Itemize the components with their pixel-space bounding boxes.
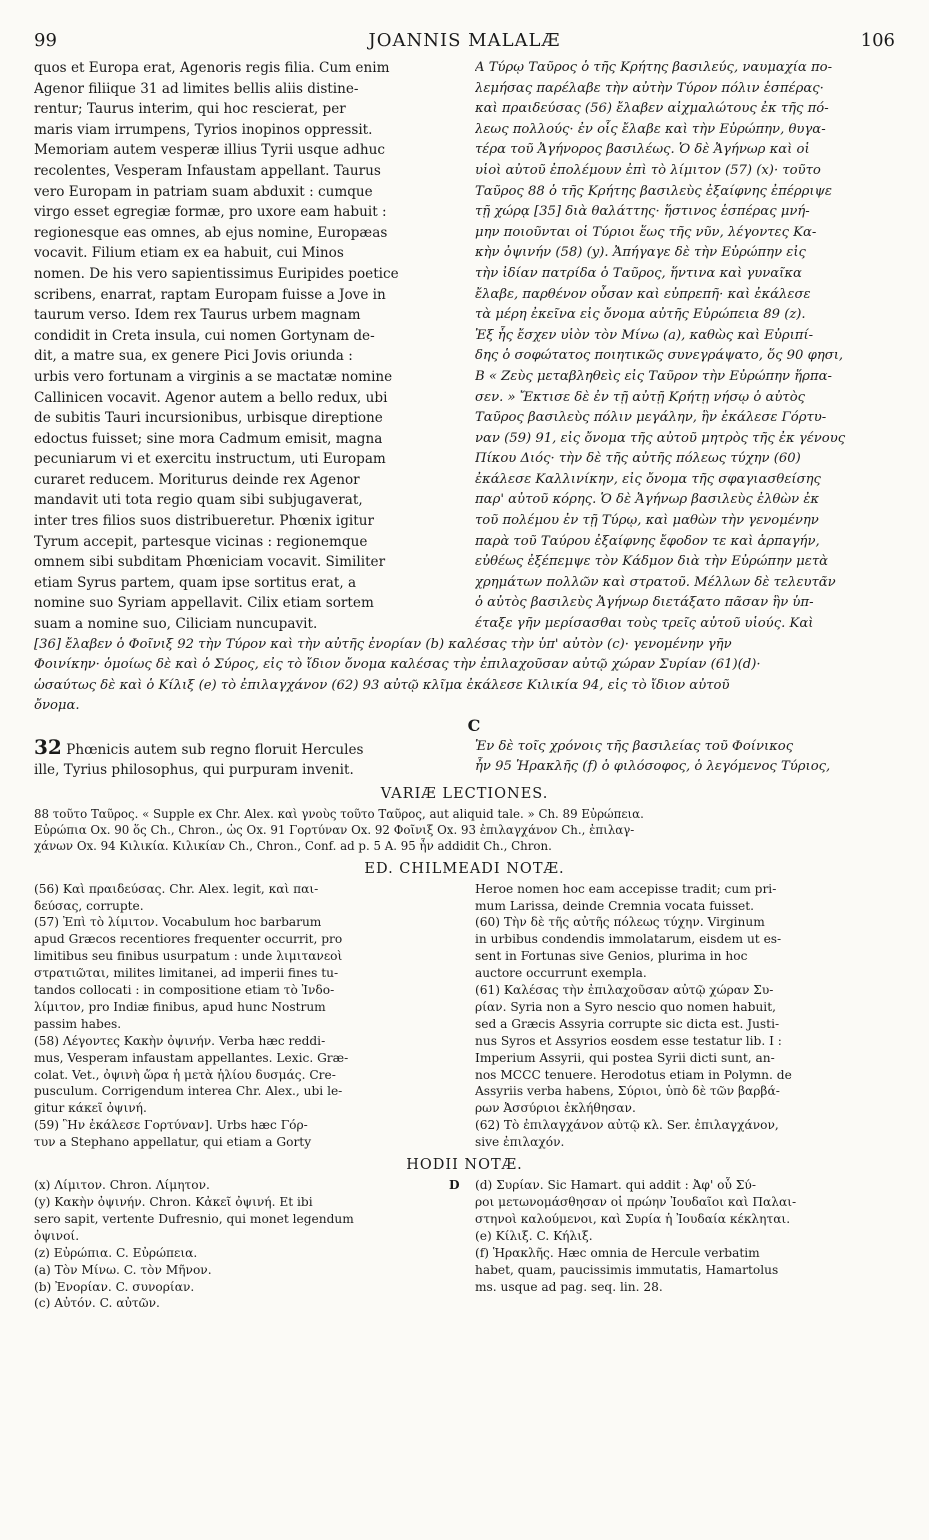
greek-line: Ἐξ ἧς ἔσχεν υἱὸν τὸν Μίνω (a), καθὼς καὶ Εὐριπί- <box>475 327 814 343</box>
full-width-line: ὡσαύτως δὲ καὶ ὁ Κίλιξ (e) τὸ ἐπιλαγχάνον (62) 93 αὐτῷ κλῖμα ἐκάλεσε Κιλικία 94, εἰς τὸ ἴδιον αὐτοῦ <box>34 677 730 693</box>
running-title: JOANNIS MALALÆ <box>368 30 561 51</box>
section-32-latin <box>34 737 454 780</box>
chilmead-note-line: apud Græcos recentiores frequenter occurrit, pro <box>34 932 343 947</box>
chilmead-note-line: στρατιῶται, milites limitanei, ad imperii fines tu- <box>34 966 339 981</box>
latin-line: taurum verso. Idem rex Taurus urbem magnam <box>34 307 361 324</box>
latin-line: urbis vero fortunam a virginis a se mactatæ nomine <box>34 368 393 385</box>
greek-line: κὴν ὀψινήν (58) (y). Ἀπήγαγε δὲ τὴν Εὐρώπην εἰς <box>475 245 806 261</box>
section-number: 32 <box>34 737 62 759</box>
chilmead-note-line: (61) Καλέσας τὴν ἐπιλαχοῦσαν αὐτῷ χώραν Συ- <box>475 983 774 998</box>
greek-line: λεως πολλούς· ἐν οἷς ἔλαβε καὶ τὴν Εὐρώπην, θυγα- <box>475 121 826 137</box>
latin-line: curaret reducem. Moriturus deinde rex Agenor <box>34 471 360 488</box>
chilmead-note-line: (59) Ἣν ἐκάλεσε Γορτύναν]. Urbs hæc Γόρ- <box>34 1118 308 1133</box>
hodii-note-line: ὀψινοί. <box>34 1228 80 1243</box>
latin-line: Memoriam autem vesperæ illius Tyrii usque adhuc <box>34 142 386 159</box>
hodii-note-line: (x) Λίμιτον. Chron. Λίμητον. <box>34 1178 210 1193</box>
running-header <box>34 30 895 58</box>
full-width-line: ὄνομα. <box>34 698 80 714</box>
latin-column <box>34 58 454 635</box>
latin-line: virgo esset egregiæ formæ, pro uxore eam habuit : <box>34 204 387 221</box>
variae-line: 88 τοῦτο Ταῦρος. « Supple ex Chr. Alex. καὶ γνοὺς τοῦτο Ταῦρος, aut aliquid tale. » Ch. 89 Εὐρώπεια. <box>34 807 644 821</box>
greek-line: έταξε γῆν μερίσασθαι τοὺς τρεῖς αὐτοῦ υἱούς. Καὶ <box>475 616 814 632</box>
chilmead-note-line: λίμιτον, pro Indiæ finibus, apud hunc Nostrum <box>34 999 326 1014</box>
chilmead-note-line: (56) Καὶ πραιδεύσας. Chr. Alex. legit, καὶ παι- <box>34 881 319 896</box>
variae-line: Εὐρώπια Ox. 90 ὅς Ch., Chron., ὡς Ox. 91 Γορτύναν Ox. 92 Φοῖνιξ Ox. 93 ἐπιλαγχάνον Ch., ἐπιλαγ- <box>34 823 635 838</box>
latin-line: Callinicen vocavit. Agenor autem a bello redux, ubi <box>34 389 388 406</box>
variae-lectiones <box>34 806 895 855</box>
greek-line: παρ' αὐτοῦ κόρης. Ὁ δὲ Ἀγήνωρ βασιλεὺς ἐλθὼν ἐκ <box>475 492 820 508</box>
sec32-latin-line: Phœnicis autem sub regno floruit Hercules <box>66 742 364 758</box>
hodii-title: HODII NOTÆ. <box>406 1157 523 1174</box>
variae-title: VARIÆ LECTIONES. <box>380 786 549 802</box>
greek-line: Ταῦρος 88 ὁ τῆς Κρήτης βασιλεὺς ἐξαίφνης ἐπέρριψε <box>475 183 832 199</box>
chilmead-note-line: ρων Ἀσσύριοι ἐκλήθησαν. <box>475 1101 636 1116</box>
latin-line: nomine suo Syriam appellavit. Cilix etiam sortem <box>34 595 374 612</box>
chilmead-left <box>34 881 454 1152</box>
greek-line: τῇ χώρᾳ [35] διὰ θαλάττης· ἥστινος ἑσπέρας μνή- <box>475 204 810 220</box>
latin-line: maris viam irrumpens, Tyrios inopinos oppressit. <box>34 121 373 138</box>
hodii-note-line: (e) Κίλιξ. C. Κήλιξ. <box>475 1228 593 1243</box>
greek-line: ναν (59) 91, εἰς ὄνομα τῆς αὐτοῦ μητρὸς τῆς ἐκ γένους <box>475 430 846 446</box>
greek-line: ὁ αὐτὸς βασιλεὺς Ἀγήνωρ διετάξατο πᾶσαν ἣν ὑπ- <box>475 595 814 611</box>
greek-line: τέρα τοῦ Ἀγήνορος βασιλέως. Ὁ δὲ Ἀγήνωρ καὶ οἱ <box>475 142 810 158</box>
latin-line: mandavit uti tota regio quam sibi subjugaverat, <box>34 492 363 509</box>
latin-line: Tyrum accepit, partesque vicinas : regionemque <box>34 533 368 550</box>
chilmead-note-line: Assyriis verba habens, Σύριοι, ὑπὸ δὲ τῶν βαρβά- <box>475 1084 780 1099</box>
variae-line: χάνων Ox. 94 Κιλικία. Κιλικίαν Ch., Chron., Conf. ad p. 5 A. 95 ἦν addidit Ch., Chron. <box>34 839 552 854</box>
hodii-notes <box>34 1177 895 1312</box>
section-32-greek <box>475 737 895 780</box>
main-columns <box>34 58 895 635</box>
hodii-note-line: (b) Ἐνορίαν. C. συνορίαν. <box>34 1279 195 1294</box>
chilmead-note-line: mus, Vesperam infaustam appellantes. Lexic. Græ- <box>34 1050 349 1065</box>
chilmead-note-line: auctore occurrunt exempla. <box>475 966 647 981</box>
chilmead-note-line: nus Syros et Assyrios eosdem esse testatur lib. I : <box>475 1033 782 1048</box>
chilmead-note-line: pusculum. Corrigendum interea Chr. Alex., ubi le- <box>34 1084 343 1099</box>
greek-line: μην ποιοῦνται οἱ Τύριοι ἕως τῆς νῦν, λέγοντες Κα- <box>475 224 817 240</box>
hodii-note-line: habet, quam, paucissimis immutatis, Hamartolus <box>475 1262 779 1277</box>
latin-line: regionesque eas omnes, ab ejus nomine, Europæas <box>34 224 388 241</box>
hodii-note-line: (y) Κακὴν ὀψινήν. Chron. Κἀκεῖ ὀψινή. Et ibi <box>34 1195 313 1210</box>
greek-line: υἱοὶ αὐτοῦ ἐπολέμουν ἐπὶ τὸ λίμιτον (57) (x)· τοῦτο <box>475 162 821 178</box>
latin-line: inter tres filios suos distribueretur. Phœnix igitur <box>34 513 374 530</box>
latin-line: suam a nomine suo, Ciliciam nuncupavit. <box>34 616 318 633</box>
chilmead-note-line: in urbibus condendis immolatarum, eisdem ut es- <box>475 932 782 947</box>
sec32-latin-line: ille, Tyrius philosophus, qui purpuram invenit. <box>34 762 354 778</box>
latin-line: nomen. De his vero sapientissimus Euripides poetice <box>34 265 399 282</box>
greek-line: εὐθέως ἐξέπεμψε τὸν Κάδμον διὰ τὴν Εὐρώπην μετὰ <box>475 554 829 570</box>
greek-line: λεμήσας παρέλαβε τὴν αὐτὴν Τύρον πόλιν ἑσπέρας· <box>475 80 824 96</box>
greek-line: χρημάτων πολλῶν καὶ στρατοῦ. Μέλλων δὲ τελευτᾶν <box>475 574 836 590</box>
chilmead-title: ED. CHILMEADI NOTÆ. <box>364 860 565 877</box>
greek-line: A Τύρῳ Ταῦρος ὁ τῆς Κρήτης βασιλεύς, ναυμαχία πο- <box>475 60 833 75</box>
page-number-left: 99 <box>34 30 57 51</box>
chilmead-note-line: ρίαν. Syria non a Syro nescio quo nomen habuit, <box>475 999 776 1014</box>
latin-line: de subitis Tauri incursionibus, urbisque direptione <box>34 410 383 427</box>
chilmead-note-line: tandos collocati : in compositione etiam τὸ Ἰνδο- <box>34 983 335 998</box>
full-width-line: Φοινίκην· ὁμοίως δὲ καὶ ὁ Σύρος, εἰς τὸ ἴδιον ὄνομα καλέσας τὴν ἐπιλαχοῦσαν αὐτῷ χώραν Συρίαν (61)(d)· <box>34 657 761 673</box>
greek-line: παρὰ τοῦ Ταύρου ἐξαίφνης ἔφοδον τε καὶ ἁρπαγήν, <box>475 533 820 549</box>
latin-line: scribens, enarrat, raptam Europam fuisse a Jove in <box>34 286 386 303</box>
greek-line: τοῦ πολέμου ἐν τῇ Τύρῳ, καὶ μαθὼν τὴν γενομένην <box>475 513 819 529</box>
chilmead-note-line: limitibus seu finibus usurpatum : unde λιμιτανεοὶ <box>34 949 343 964</box>
chilmead-note-line: passim habes. <box>34 1016 122 1031</box>
latin-line: Agenor filiique 31 ad limites bellis aliis distine- <box>34 80 359 97</box>
latin-line: pecuniarum vi et exercitu instructum, uti Europam <box>34 451 386 468</box>
sec32-greek-line: Ἐν δὲ τοῖς χρόνοις τῆς βασιλείας τοῦ Φοίνικος <box>475 739 794 754</box>
greek-column <box>475 58 895 635</box>
chilmead-note-line: sive ἐπιλαχόν. <box>475 1135 565 1150</box>
latin-line: condidit in Creta insula, cui nomen Gortynam de- <box>34 327 375 344</box>
greek-line: σεν. » Ἔκτισε δὲ ἐν τῇ αὐτῇ Κρήτῃ νήσῳ ὁ αὐτὸς <box>475 389 806 405</box>
latin-line: rentur; Taurus interim, qui hoc rescierat, per <box>34 101 346 118</box>
hodii-note-line: ms. usque ad pag. seq. lin. 28. <box>475 1279 663 1294</box>
chilmead-note-line: τυν a Stephano appellatur, qui etiam a Gorty <box>34 1135 312 1150</box>
marker-d: D <box>449 1178 460 1193</box>
chilmead-note-line: (60) Τὴν δὲ τῆς αὐτῆς πόλεως τύχην. Virginum <box>475 915 765 930</box>
latin-line: recolentes, Vesperam Infaustam appellant. Taurus <box>34 162 381 179</box>
latin-line: quos et Europa erat, Agenoris regis filia. Cum enim <box>34 60 390 76</box>
marker-c: C <box>467 716 481 735</box>
latin-line: etiam Syrus partem, quam ipse sortitus erat, a <box>34 574 357 591</box>
greek-line: Ταῦρος βασιλεὺς πόλιν μεγάλην, ἣν ἐκάλεσε Γόρτυ- <box>475 410 827 426</box>
chilmead-note-line: sed a Græcis Assyria corrupte sic dicta est. Justi- <box>475 1016 780 1031</box>
latin-line: vocavit. Filium etiam ex ea habuit, cui Minos <box>34 245 344 262</box>
chilmead-note-line: δεύσας, corrupte. <box>34 898 144 913</box>
hodii-note-line: (d) Συρίαν. Sic Hamart. qui addit : Ἀφ' οὗ Σύ- <box>475 1178 756 1193</box>
sec32-greek-line: ἦν 95 Ἡρακλῆς (f) ὁ φιλόσοφος, ὁ λεγόμενος Τύριος, <box>475 759 831 774</box>
chilmead-right <box>475 881 895 1152</box>
chilmead-note-line: Imperium Assyrii, qui postea Syrii dicti sunt, an- <box>475 1050 775 1065</box>
hodii-note-line: (a) Τὸν Μίνω. C. τὸν Μῆνον. <box>34 1262 212 1277</box>
page-number-right: 106 <box>860 30 895 51</box>
hodii-note-line: ροι μετωνομάσθησαν οἱ πρώην Ἰουδαῖοι καὶ Παλαι- <box>475 1195 797 1210</box>
greek-line: ἔλαβε, παρθένον οὖσαν καὶ εὐπρεπῆ· καὶ ἐκάλεσε <box>475 286 811 302</box>
chilmead-note-line: (57) Ἐπὶ τὸ λίμιτον. Vocabulum hoc barbarum <box>34 915 322 930</box>
latin-line: omnem sibi subditam Phœniciam vocavit. Similiter <box>34 554 386 571</box>
chilmead-note-line: (58) Λέγοντες Κακὴν ὀψινήν. Verba hæc reddi- <box>34 1033 326 1048</box>
greek-line: B « Ζεὺς μεταβληθεὶς εἰς Ταῦρον τὴν Εὐρώπην ἥρπα- <box>475 368 832 384</box>
chilmead-note-line: colat. Vet., ὀψινὴ ὥρα ἡ μετὰ ἡλίου δυσμάς. Cre- <box>34 1067 336 1082</box>
greek-line: ἐκάλεσε Καλλινίκην, εἰς ὄνομα τῆς σφαγιασθείσης <box>475 471 821 487</box>
hodii-note-line: (c) Αὐτόν. C. αὐτῶν. <box>34 1296 160 1311</box>
latin-line: dit, a matre sua, ex genere Pici Jovis oriunda : <box>34 348 353 365</box>
latin-line: edoctus fuisset; sine mora Cadmum emisit, magna <box>34 430 383 447</box>
hodii-note-line: (f) Ἡρακλῆς. Hæc omnia de Hercule verbatim <box>475 1245 760 1260</box>
greek-line: δης ὁ σοφώτατος ποιητικῶς συνεγράψατο, ὅς 90 φησι, <box>475 348 844 364</box>
greek-line: καὶ πραιδεύσας (56) ἔλαβεν αἰχμαλώτους ἐκ τῆς πό- <box>475 101 829 117</box>
greek-line: Πίκου Διός· τὴν δὲ τῆς αὐτῆς πόλεως τύχην (60) <box>475 451 801 467</box>
latin-line: vero Europam in patriam suam abduxit : cumque <box>34 183 373 200</box>
full-width-greek <box>34 635 895 717</box>
hodii-note-line: στηνοὶ καλούμενοι, καὶ Συρία ἡ Ἰουδαία κέκληται. <box>475 1211 791 1226</box>
greek-line: τὴν ἰδίαν πατρίδα ὁ Ταῦρος, ἥντινα καὶ γυναῖκα <box>475 265 802 281</box>
greek-line: τὰ μέρη ἐκεῖνα εἰς ὄνομα αὐτῆς Εὐρώπεια 89 (z). <box>475 307 806 323</box>
chilmead-note-line: Heroe nomen hoc eam accepisse tradit; cum pri- <box>475 881 777 896</box>
section-32 <box>34 737 895 780</box>
hodii-note-line: sero sapit, vertente Dufresnio, qui monet legendum <box>34 1211 354 1226</box>
hodii-left <box>34 1177 454 1312</box>
chilmead-note-line: (62) Τὸ ἐπιλαγχάνον αὐτῷ κλ. Ser. ἐπιλαγχάνον, <box>475 1118 779 1133</box>
chilmead-note-line: mum Larissa, deinde Cremnia vocata fuisset. <box>475 898 755 913</box>
chilmead-note-line: nos MCCC tenuere. Herodotus etiam in Polymn. de <box>475 1067 792 1082</box>
chilmead-notes <box>34 881 895 1152</box>
hodii-note-line: (z) Εὐρώπια. C. Εὐρώπεια. <box>34 1245 198 1260</box>
chilmead-note-line: sent in Fortunas sive Genios, plurima in hoc <box>475 949 748 964</box>
full-width-line: [36] ἔλαβεν ὁ Φοῖνιξ 92 τὴν Τύρον καὶ τὴν αὐτῆς ἐνορίαν (b) καλέσας τὴν ὑπ' αὐτὸν (c)· γενομένην γῆν <box>34 636 732 652</box>
hodii-right <box>449 1177 895 1312</box>
chilmead-note-line: gitur κάκεῖ ὀψινή. <box>34 1101 147 1116</box>
